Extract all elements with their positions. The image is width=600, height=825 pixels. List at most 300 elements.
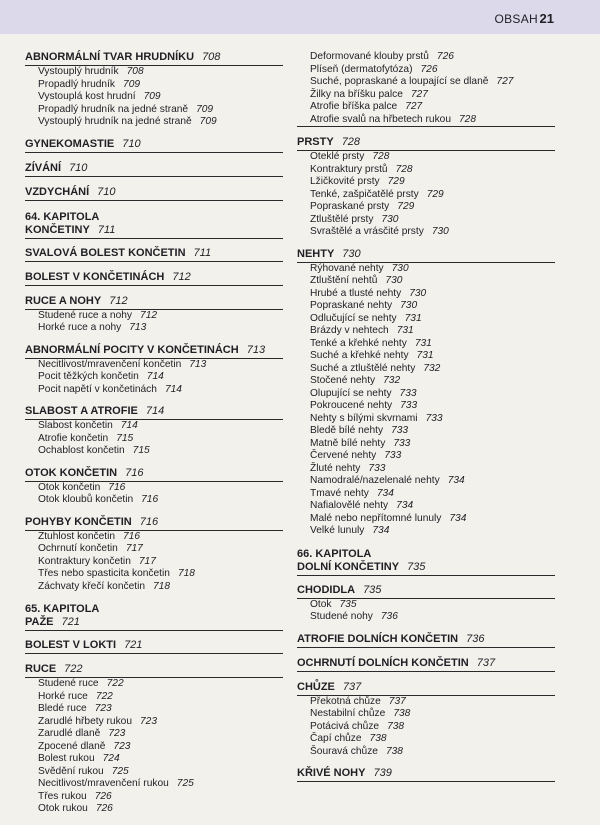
toc-subentry-text: Záchvaty křečí končetin [38,580,146,592]
toc-subentry-text: Ztuhlost končetin [38,530,116,542]
toc-heading-page: 712 [172,270,191,283]
chapter-title-text: KONČETINY [25,223,90,236]
toc-subentry-text: Nehty s bílými skvrnami [310,412,418,424]
toc-heading-text: KŘIVÉ NOHY [297,767,366,779]
toc-subentry-text: Zarudlé dlaně [38,728,101,739]
toc-subentry-text: Slabost končetin [38,420,113,431]
toc-subentry [25,79,283,92]
toc-subentry-page: 726 [436,51,454,62]
toc-heading [25,186,283,201]
toc-subentry-page: 722 [106,678,124,689]
toc-subentry-page: 713 [189,358,207,370]
toc-subentry-text: Studené ruce a nohy [38,309,133,321]
toc-subentry [297,151,555,164]
toc-subentry-page: 734 [396,500,414,511]
toc-subentry-text: Brázdy v nehtech [310,325,389,336]
toc-subentry-page: 731 [404,312,422,324]
toc-heading-text: VZDYCHÁNÍ [25,185,90,198]
toc-subentry-text: Kontraktury končetin [38,555,131,567]
toc-subentry-page: 709 [199,116,217,127]
toc-heading-page: 710 [97,185,116,198]
toc-subentry-text: Propadlý hrudník na jedné straně [38,103,189,115]
toc-subentry-text: Svraštělé a vrásčité prsty [310,226,424,237]
toc-heading [297,248,555,263]
toc-heading-text: PRSTY [297,136,334,148]
toc-subentry-text: Tmavé nehty [310,487,369,499]
toc-subentry-text: Otok rukou [38,803,88,814]
toc-subentry [297,475,555,488]
toc-subentry-page: 736 [380,611,398,622]
toc-group-continued [297,51,555,127]
toc-subentry [25,778,283,791]
toc-subentry-page: 728 [372,151,390,162]
toc-heading-text: GYNEKOMASTIE [25,137,115,150]
toc-heading-page: 737 [476,656,496,669]
toc-subentry-text: Hrubé a tlusté nehty [310,287,402,299]
toc-subentry-text: Odlučující se nehty [310,312,397,324]
toc-subentry-page: 725 [176,778,194,789]
toc-heading-text: ABNORMÁLNÍ POCITY V KONČETINÁCH [25,343,239,356]
toc-group [25,639,283,654]
chapter-title [25,616,283,631]
toc-group [297,767,555,782]
toc-subentry [297,525,555,538]
toc-subentry-page: 714 [164,383,182,395]
toc-subentry-page: 722 [95,690,113,702]
header-title: OBSAH [494,12,538,26]
toc-subentry [297,696,555,709]
toc-group [297,657,555,672]
chapter-title-text: PAŽE [25,616,54,628]
toc-subentry [297,375,555,388]
toc-subentry [25,556,283,569]
toc-subentry-page: 715 [132,445,150,456]
toc-subentry [297,611,555,624]
toc-subentry [25,359,283,372]
toc-heading-text: NEHTY [297,247,335,260]
toc-subentry-text: Necitlivost/mravenčení rukou [38,778,169,789]
toc-subentry-page: 730 [381,213,399,225]
toc-subentry-page: 733 [384,450,402,461]
toc-subentry-text: Atrofie končetin [38,432,109,444]
toc-subentry-text: Otok kloubů končetin [38,494,134,505]
toc-subentry-page: 716 [123,530,141,542]
toc-subentry-page: 738 [385,745,403,757]
chapter-title [297,561,555,576]
toc-subentry [297,450,555,463]
toc-subentry [297,164,555,177]
toc-subentry [297,350,555,363]
toc-subentry [25,482,283,495]
toc-subentry-text: Bledé ruce [38,703,87,714]
toc-subentry [25,803,283,816]
toc-subentry [25,753,283,766]
toc-subentry-page: 731 [414,337,432,349]
toc-subentry [297,288,555,301]
chapter-title [25,224,283,239]
toc-subentry [297,114,555,127]
toc-subentry-text: Červené nehty [310,450,377,461]
toc-heading-text: SLABOST A ATROFIE [25,405,138,417]
toc-heading-page: 710 [69,161,88,174]
toc-subentry-text: Otok končetin [38,481,101,493]
toc-subentry-page: 725 [111,765,129,777]
toc-heading-page: 711 [193,246,212,259]
toc-subentry [25,445,283,458]
toc-subentry [297,76,555,89]
toc-heading-page: 714 [145,405,165,417]
toc-subentry [297,101,555,114]
toc-heading [25,405,283,420]
toc-subentry [297,425,555,438]
toc-subentry [297,733,555,746]
toc-subentry-text: Potácivá chůze [310,720,380,732]
toc-subentry-page: 717 [125,543,143,554]
toc-heading [297,136,555,151]
toc-subentry [297,400,555,413]
toc-subentry [25,568,283,581]
toc-column-left [25,51,283,825]
toc-subentry [297,51,555,64]
toc-subentry-page: 723 [94,703,112,714]
toc-heading-text: ZÍVÁNÍ [25,161,62,174]
toc-subentry-text: Studené ruce [38,678,99,689]
toc-subentry-page: 731 [396,325,414,336]
toc-subentry-page: 729 [397,201,415,212]
toc-group [297,633,555,648]
toc-subentry-text: Deformované klouby prstů [310,51,429,62]
toc-subentry [25,581,283,594]
toc-heading-text: CHŮZE [297,680,335,693]
toc-subentry-page: 709 [196,103,214,115]
toc-heading-text: ABNORMÁLNÍ TVAR HRUDNÍKU [25,51,195,63]
toc-heading [297,681,555,696]
toc-subentry-text: Ochablost končetin [38,445,125,456]
toc-heading-page: 708 [202,51,221,63]
toc-subentry [297,226,555,239]
chapter-heading [297,547,555,576]
toc-group [25,271,283,286]
toc-group [297,584,555,624]
toc-subentry-page: 724 [102,753,120,764]
toc-heading-page: 713 [246,343,266,356]
toc-subentry-text: Suché a ztluštělé nehty [310,362,416,374]
chapter-title-page: 735 [407,560,426,573]
toc-subentry [297,599,555,612]
page-header [0,0,600,34]
toc-subentry-text: Suché, popraskané a loupající se dlaně [310,76,489,87]
toc-heading-page: 712 [109,294,128,307]
toc-heading-text: OCHRNUTÍ DOLNÍCH KONČETIN [297,656,469,669]
toc-subentry-page: 715 [116,432,134,444]
toc-subentry-page: 727 [405,101,423,112]
toc-subentry-page: 733 [393,437,411,449]
toc-subentry-page: 726 [94,790,112,802]
toc-subentry-text: Tenké a křehké nehty [310,337,407,349]
toc-subentry-text: Popraskané nehty [310,300,393,311]
toc-subentry-page: 714 [120,420,138,431]
toc-subentry-text: Horké ruce a nohy [38,322,122,333]
toc-subentry [297,363,555,376]
toc-subentry-page: 738 [369,733,387,744]
toc-subentry-page: 733 [425,412,443,424]
toc-subentry-text: Vystouplý hrudník na jedné straně [38,116,192,127]
toc-subentry [297,189,555,202]
toc-subentry-page: 732 [383,375,401,386]
toc-subentry-text: Žilky na bříšku palce [310,88,403,100]
toc-subentry-text: Rýhované nehty [310,262,384,274]
toc-subentry-page: 730 [391,262,409,274]
toc-subentry [297,325,555,338]
toc-group [297,248,555,538]
toc-subentry-text: Nestabilní chůze [310,708,386,719]
toc-subentry-text: Pocit těžkých končetin [38,371,139,382]
toc-subentry-page: 737 [388,695,406,707]
toc-subentry-text: Překotná chůze [310,695,381,707]
toc-subentry-text: Stočené nehty [310,375,376,386]
toc-subentry-page: 712 [140,309,158,321]
toc-subentry [297,413,555,426]
toc-heading [297,584,555,599]
toc-heading-page: 716 [125,466,144,479]
toc-subentry-page: 727 [496,76,514,87]
toc-subentry-page: 708 [126,66,144,77]
toc-group [297,136,555,239]
toc-group [25,467,283,507]
toc-subentry-page: 726 [420,63,438,75]
toc-subentry-text: Popraskané prsty [310,201,390,212]
toc-subentry [25,371,283,384]
toc-subentry [25,728,283,741]
toc-subentry [25,766,283,779]
toc-subentry [297,313,555,326]
toc-subentry [297,463,555,476]
toc-subentry-page: 717 [138,555,156,567]
toc-subentry [297,388,555,401]
toc-heading [25,295,283,310]
toc-subentry [297,275,555,288]
toc-subentry-page: 732 [423,362,441,374]
toc-subentry-text: Malé nebo nepřítomné lunuly [310,512,442,524]
toc-subentry [25,678,283,691]
toc-heading-page: 736 [466,632,485,645]
toc-subentry-page: 733 [400,400,418,411]
toc-subentry-text: Ztluštělé prsty [310,213,374,225]
toc-heading-text: ATROFIE DOLNÍCH KONČETIN [297,632,459,645]
toc-heading [297,657,555,672]
toc-heading-text: OTOK KONČETIN [25,466,118,479]
toc-heading [25,344,283,359]
toc-subentry-page: 733 [368,462,386,474]
toc-subentry-page: 733 [399,387,417,399]
group-divider [297,126,555,127]
toc-subentry-page: 709 [123,78,141,90]
toc-subentry-text: Namodralé/nazelenalé nehty [310,475,440,486]
toc-subentry [297,214,555,227]
toc-subentry [25,322,283,335]
toc-heading [297,633,555,648]
toc-subentry-text: Třes nebo spasticita končetin [38,568,170,579]
toc-subentry-page: 735 [339,598,357,610]
toc-heading-text: CHODIDLA [297,583,356,596]
toc-subentry-page: 734 [447,475,465,486]
toc-subentry [297,488,555,501]
toc-subentry-text: Suché a křehké nehty [310,350,409,361]
toc-subentry [297,338,555,351]
toc-subentry [297,263,555,276]
toc-subentry-text: Zarudlé hřbety rukou [38,715,133,727]
toc-heading-page: 739 [373,767,392,779]
toc-subentry-text: Horké ruce [38,690,88,702]
toc-group [25,162,283,177]
toc-subentry-text: Bledě bílé nehty [310,425,384,436]
toc-subentry-text: Tenké, zašpičatělé prsty [310,188,419,200]
toc-subentry-page: 738 [393,708,411,719]
toc-subentry-text: Kontraktury prstů [310,163,388,175]
toc-subentry [297,438,555,451]
toc-group [25,405,283,458]
toc-heading [25,247,283,262]
toc-heading-page: 728 [341,136,361,148]
chapter-title-page: 711 [97,223,116,236]
toc-heading [25,138,283,153]
toc-subentry-page: 731 [416,350,434,361]
toc-subentry-page: 716 [141,494,159,505]
toc-subentry-text: Velké lunuly [310,525,365,536]
toc-column-right [297,51,555,791]
toc-subentry-page: 730 [385,275,403,286]
toc-subentry [25,433,283,446]
toc-heading-page: 721 [124,639,143,651]
toc-subentry-text: Vystouplá kost hrudní [38,91,136,102]
toc-group [25,663,283,816]
toc-subentry-text: Propadlý hrudník [38,78,116,90]
toc-subentry-page: 727 [410,88,428,100]
toc-subentry-text: Otok [310,598,332,610]
toc-heading [25,162,283,177]
toc-group [25,295,283,335]
toc-heading [297,767,555,782]
toc-subentry-text: Plíseň (dermatofytóza) [310,63,413,75]
toc-subentry-text: Olupující se nehty [310,387,392,399]
toc-heading [25,516,283,531]
toc-heading-text: POHYBY KONČETIN [25,515,132,528]
toc-heading-text: RUCE [25,663,57,675]
toc-subentry-page: 734 [372,525,390,536]
toc-subentry [297,64,555,77]
toc-heading-page: 710 [122,137,141,150]
toc-subentry-text: Čapí chůze [310,733,362,744]
toc-subentry-page: 738 [387,720,405,732]
toc-subentry-page: 723 [108,728,126,739]
toc-subentry-text: Vystouplý hrudník [38,66,119,77]
toc-subentry [297,721,555,734]
toc-heading [25,51,283,66]
toc-heading [25,639,283,654]
toc-subentry-page: 733 [391,425,409,436]
toc-subentry-text: Zpocené dlaně [38,740,106,752]
toc-subentry [25,104,283,117]
toc-subentry [25,91,283,104]
toc-subentry [25,384,283,397]
toc-heading-page: 730 [342,247,361,260]
toc-group [25,516,283,594]
toc-subentry-page: 718 [153,580,171,592]
toc-subentry [297,300,555,313]
toc-heading-page: 716 [139,515,159,528]
toc-subentry-page: 730 [409,287,427,299]
toc-group [25,247,283,262]
toc-heading [25,663,283,678]
toc-subentry-text: Pokroucené nehty [310,400,393,411]
toc-subentry-page: 726 [95,803,113,814]
chapter-number: 66. KAPITOLA [297,547,372,560]
toc-subentry-page: 714 [146,371,164,382]
toc-subentry-text: Atrofie bříška palce [310,101,398,112]
toc-subentry-text: Oteklé prsty [310,151,365,162]
toc-group [25,138,283,153]
toc-subentry-text: Šouravá chůze [310,745,378,757]
toc-group [297,681,555,759]
toc-subentry [297,176,555,189]
toc-subentry-text: Třes rukou [38,790,87,802]
toc-subentry-page: 728 [395,163,413,175]
toc-subentry-page: 729 [426,188,444,200]
toc-heading-text: RUCE A NOHY [25,294,102,307]
toc-subentry [25,703,283,716]
toc-subentry [297,708,555,721]
toc-group [25,344,283,397]
toc-subentry [25,310,283,323]
toc-heading-page: 735 [363,583,382,596]
toc-subentry-page: 728 [459,113,477,125]
toc-subentry [297,500,555,513]
toc-subentry [297,746,555,759]
toc-subentry-text: Pocit napětí v končetinách [38,383,157,395]
toc-group [25,51,283,129]
toc-subentry [297,201,555,214]
toc-subentry-page: 716 [108,481,126,493]
toc-subentry [25,420,283,433]
toc-subentry-text: Bolest rukou [38,753,95,764]
toc-subentry [25,691,283,704]
toc-subentry-text: Necitlivost/mravenčení končetin [38,358,182,370]
toc-heading [25,467,283,482]
toc-subentry [25,543,283,556]
toc-subentry-page: 730 [431,226,449,237]
page-number: 21 [539,11,554,26]
toc-subentry [25,741,283,754]
toc-subentry-page: 734 [376,487,394,499]
chapter-number: 64. KAPITOLA [25,210,100,223]
toc-subentry-text: Ztluštění nehtů [310,275,378,286]
toc-subentry-text: Lžičkovité prsty [310,176,380,187]
toc-subentry-text: Žluté nehty [310,462,361,474]
toc-subentry-page: 713 [129,322,147,333]
toc-subentry [25,494,283,507]
toc-subentry-page: 730 [400,300,418,311]
toc-subentry-text: Matně bílé nehty [310,437,386,449]
toc-subentry-text: Ochrnutí končetin [38,543,118,554]
toc-group [25,186,283,201]
toc-subentry-text: Studené nohy [310,611,373,622]
toc-subentry [25,66,283,79]
toc-subentry-page: 723 [140,715,158,727]
toc-subentry [297,513,555,526]
toc-subentry [25,531,283,544]
chapter-number: 65. KAPITOLA [25,603,100,615]
toc-heading [25,271,283,286]
